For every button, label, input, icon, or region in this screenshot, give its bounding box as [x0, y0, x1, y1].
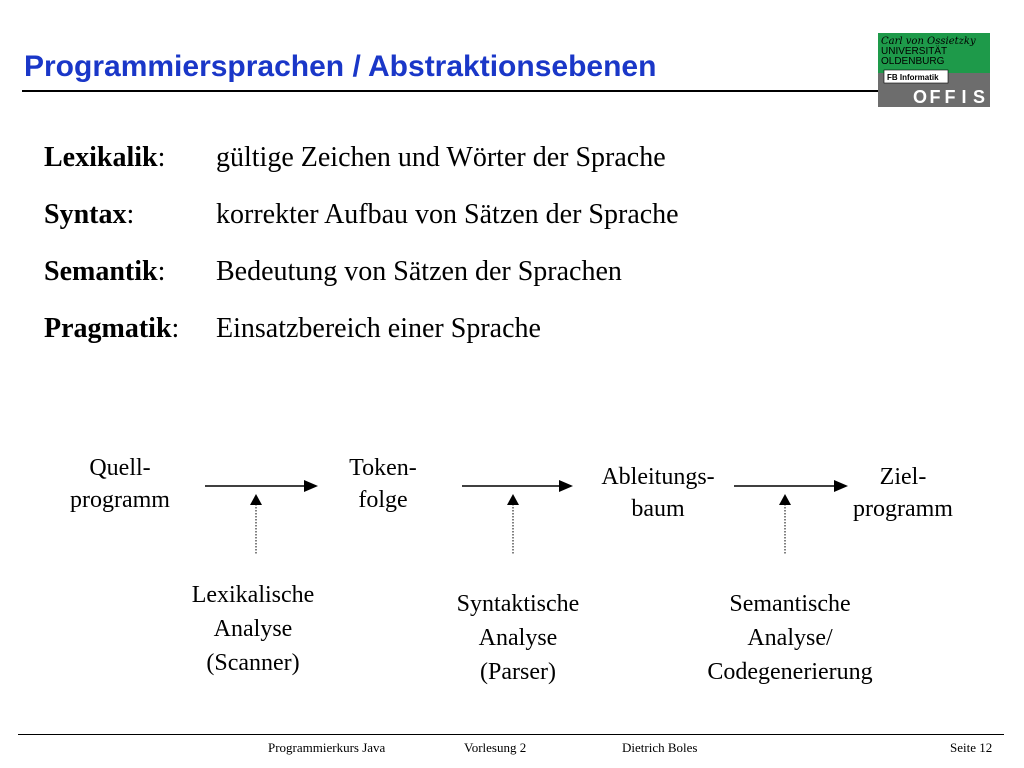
node-target-program	[833, 461, 973, 525]
stage-label-line2: Analyse	[213, 616, 293, 642]
node-label-line1: Ziel-	[879, 464, 927, 490]
node-token-sequence	[318, 452, 448, 516]
stage-syntax-analysis	[428, 587, 608, 689]
logo-dept-text: FB Informatik	[887, 73, 939, 82]
logo-university-text: UNIVERSITÄT	[881, 46, 948, 57]
footer-course: Programmierkurs Java	[268, 740, 386, 755]
university-offis-logo	[878, 33, 990, 107]
stage-label-line3: (Parser)	[480, 659, 556, 685]
footer-lecture: Vorlesung 2	[464, 740, 527, 755]
node-source-program	[50, 452, 190, 516]
definition-description: korrekter Aufbau von Sätzen der Sprache	[216, 199, 679, 230]
definition-description: Bedeutung von Sätzen der Sprachen	[216, 256, 622, 287]
stage-pointer-head-3	[779, 494, 791, 505]
definition-colon: :	[171, 313, 180, 344]
stage-label-line1: Semantische	[729, 591, 851, 617]
page-title: Programmiersprachen / Abstraktionsebenen	[24, 50, 657, 83]
definition-colon: :	[157, 256, 166, 287]
stage-label-line3: (Scanner)	[206, 650, 300, 676]
definition-term: Pragmatik	[44, 313, 172, 344]
logo-script-text: Carl von Ossietzky	[881, 36, 976, 47]
stage-lexical-analysis	[163, 578, 343, 680]
stage-label-line1: Syntaktische	[456, 591, 580, 617]
footer-divider	[18, 734, 1004, 735]
stage-pointer-head-2	[507, 494, 519, 505]
definition-term: Lexikalik	[44, 142, 158, 173]
logo-offis-letter: F	[929, 87, 941, 107]
stage-semantic-analysis	[680, 587, 900, 689]
node-label-line1: Token-	[349, 455, 417, 481]
definition-colon: :	[157, 142, 166, 173]
logo-offis-letter: I	[961, 87, 967, 107]
logo-offis-letter: S	[972, 87, 986, 107]
node-label-line2: programm	[70, 487, 170, 513]
footer-author: Dietrich Boles	[622, 740, 698, 755]
node-label-line2: baum	[631, 496, 685, 522]
footer-page-number: Seite 12	[950, 740, 993, 755]
logo-oldenburg-text: OLDENBURG	[881, 56, 945, 67]
node-derivation-tree	[578, 461, 738, 525]
stage-label-line2: Analyse	[478, 625, 558, 651]
definition-colon: :	[126, 199, 135, 230]
node-label-line2: folge	[358, 487, 408, 513]
stage-pointer-head-1	[250, 494, 262, 505]
logo-offis-letter: O	[912, 87, 928, 107]
definition-term: Semantik	[44, 256, 158, 287]
node-label-line1: Ableitungs-	[601, 464, 715, 490]
title-underline	[22, 90, 878, 92]
definition-description: gültige Zeichen und Wörter der Sprache	[216, 142, 666, 173]
flow-arrowhead-2	[559, 480, 573, 492]
stage-label-line2: Analyse/	[747, 625, 833, 651]
definition-description: Einsatzbereich einer Sprache	[216, 313, 541, 344]
stage-label-line1: Lexikalische	[191, 582, 315, 608]
node-label-line2: programm	[853, 496, 953, 522]
logo-offis-letter: F	[944, 87, 956, 107]
definition-term: Syntax	[44, 199, 127, 230]
stage-label-line3: Codegenerierung	[707, 659, 873, 685]
flow-arrowhead-1	[304, 480, 318, 492]
node-label-line1: Quell-	[89, 455, 151, 481]
